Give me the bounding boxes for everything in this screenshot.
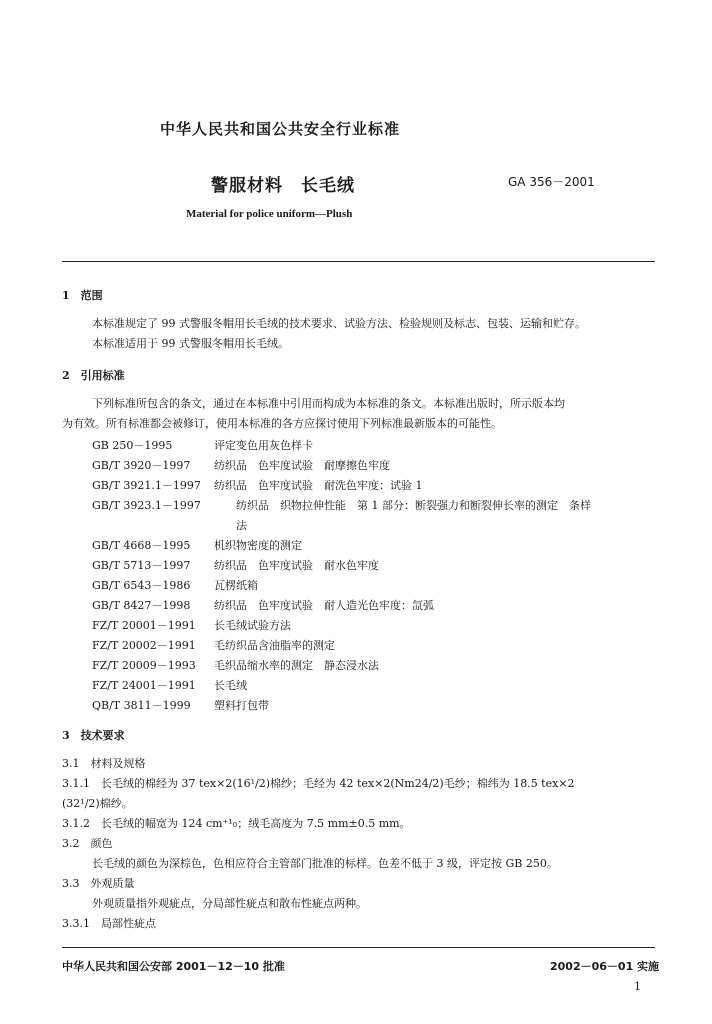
reference-code: GB/T 6543－1986 bbox=[92, 579, 191, 592]
reference-item bbox=[92, 457, 390, 473]
reference-code: FZ/T 24001－1991 bbox=[92, 679, 196, 692]
reference-code: GB/T 3923.1－1997 bbox=[92, 499, 201, 512]
reference-code: GB/T 4668－1995 bbox=[92, 539, 191, 552]
reference-item bbox=[92, 677, 247, 693]
section-2-paragraph-line-2: 为有效。所有标准都会被修订，使用本标准的各方应探讨使用下列标准最新版本的可能性。 bbox=[62, 417, 502, 430]
reference-code: FZ/T 20009－1993 bbox=[92, 659, 196, 672]
english-title: Material for police uniform—Plush bbox=[186, 208, 353, 220]
reference-code: QB/T 3811－1999 bbox=[92, 699, 191, 712]
reference-item bbox=[92, 477, 423, 493]
reference-item bbox=[92, 437, 313, 453]
subsection-3-1-heading: 3.1 材料及规格 bbox=[62, 757, 146, 770]
reference-item bbox=[92, 597, 434, 613]
reference-title: 纺织品 色牢度试验 耐人造光色牢度：氙弧 bbox=[214, 599, 434, 612]
reference-item bbox=[92, 697, 269, 713]
reference-title: 纺织品 织物拉伸性能 第 1 部分：断裂强力和断裂伸长率的测定 条样 bbox=[236, 499, 591, 512]
section-1-paragraph-1: 本标准规定了 99 式警服冬帽用长毛绒的技术要求、试验方法、检验规则及标志、包装、运输和贮存。 bbox=[92, 317, 586, 330]
reference-code: FZ/T 20002－1991 bbox=[92, 639, 196, 652]
section-1-heading: 1 范围 bbox=[62, 289, 103, 302]
standard-category: 中华人民共和国公共安全行业标准 bbox=[160, 120, 401, 138]
reference-title: 瓦楞纸箱 bbox=[214, 579, 258, 592]
reference-title: 评定变色用灰色样卡 bbox=[214, 439, 313, 452]
reference-title: 纺织品 色牢度试验 耐水色牢度 bbox=[214, 559, 379, 572]
reference-item bbox=[92, 497, 591, 513]
approval-line: 中华人民共和国公安部 2001－12－10 批准 bbox=[62, 960, 285, 973]
clause-3-3-1-heading: 3.3.1 局部性疵点 bbox=[62, 917, 156, 930]
reference-title: 纺织品 色牢度试验 耐摩擦色牢度 bbox=[214, 459, 390, 472]
reference-item bbox=[92, 537, 302, 553]
reference-code: GB/T 8427－1998 bbox=[92, 599, 191, 612]
reference-title: 毛织品缩水率的测定 静态浸水法 bbox=[214, 659, 379, 672]
clause-3-3-text: 外观质量指外观疵点，分局部性疵点和散布性疵点两种。 bbox=[92, 897, 367, 910]
reference-title: 机织物密度的测定 bbox=[214, 539, 302, 552]
section-1-paragraph-2: 本标准适用于 99 式警服冬帽用长毛绒。 bbox=[92, 337, 289, 350]
reference-code: GB 250－1995 bbox=[92, 439, 173, 452]
clause-3-1-2: 3.1.2 长毛绒的幅宽为 124 cm⁺¹₀；绒毛高度为 7.5 mm±0.5 mm。 bbox=[62, 817, 411, 830]
reference-title: 法 bbox=[236, 519, 247, 532]
header-divider bbox=[62, 261, 655, 262]
page-number: 1 bbox=[634, 980, 641, 993]
reference-code: GB/T 3920－1997 bbox=[92, 459, 191, 472]
reference-title: 纺织品 色牢度试验 耐洗色牢度：试验 1 bbox=[214, 479, 423, 492]
reference-item bbox=[92, 577, 258, 593]
clause-3-1-1-line-2: (32¹/2)棉纱。 bbox=[62, 797, 133, 810]
subsection-3-2-heading: 3.2 颜色 bbox=[62, 837, 113, 850]
reference-item bbox=[92, 557, 379, 573]
reference-item bbox=[92, 637, 335, 653]
document-title: 警服材料 长毛绒 bbox=[211, 176, 355, 196]
reference-title: 毛纺织品含油脂率的测定 bbox=[214, 639, 335, 652]
implementation-date: 2002－06－01 实施 bbox=[550, 960, 660, 973]
reference-code: GB/T 3921.1－1997 bbox=[92, 479, 201, 492]
reference-title: 长毛绒 bbox=[214, 679, 247, 692]
section-2-heading: 2 引用标准 bbox=[62, 369, 125, 382]
footer-divider bbox=[62, 947, 655, 948]
standard-code: GA 356－2001 bbox=[508, 175, 595, 189]
reference-title: 塑料打包带 bbox=[214, 699, 269, 712]
section-2-paragraph-line-1: 下列标准所包含的条文，通过在本标准中引用而构成为本标准的条文。本标准出版时，所示版本均 bbox=[92, 397, 565, 410]
reference-title: 长毛绒试验方法 bbox=[214, 619, 291, 632]
subsection-3-3-heading: 3.3 外观质量 bbox=[62, 877, 135, 890]
section-3-heading: 3 技术要求 bbox=[62, 729, 125, 742]
reference-code: FZ/T 20001－1991 bbox=[92, 619, 196, 632]
reference-item-continuation bbox=[236, 517, 247, 533]
clause-3-2-text: 长毛绒的颜色为深棕色，色相应符合主管部门批准的标样。色差不低于 3 级，评定按 GB 250。 bbox=[92, 857, 558, 870]
reference-code: GB/T 5713－1997 bbox=[92, 559, 191, 572]
reference-item bbox=[92, 617, 291, 633]
reference-item bbox=[92, 657, 379, 673]
clause-3-1-1-line-1: 3.1.1 长毛绒的棉经为 37 tex×2(16¹/2)棉纱；毛经为 42 tex×2(Nm24/2)毛纱；棉纬为 18.5 tex×2 bbox=[62, 777, 575, 790]
